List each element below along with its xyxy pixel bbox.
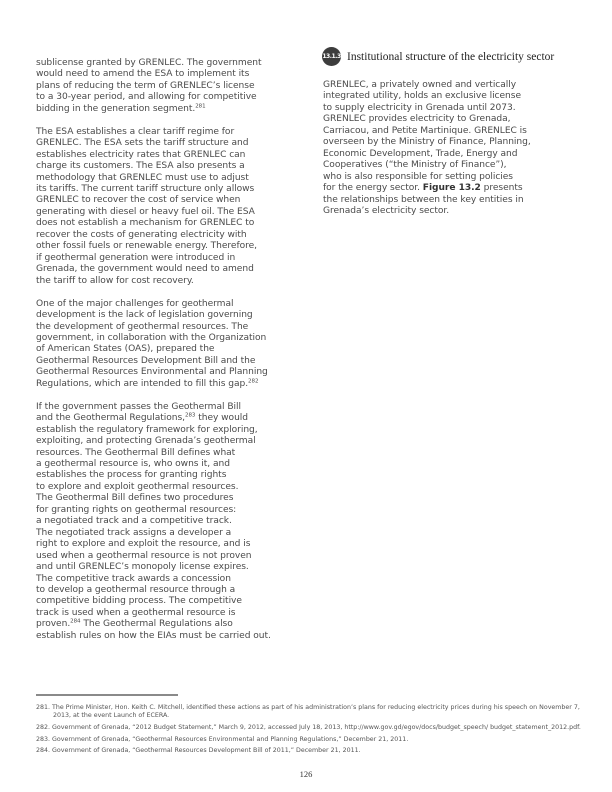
right-column — [323, 80, 578, 229]
text-line: generating with diesel or heavy fuel oil. The ESA — [36, 206, 255, 217]
text-line: to a 30-year period, and allowing for competitive — [36, 92, 257, 103]
text-line: Geothermal Resources Development Bill and the — [36, 355, 256, 366]
text-line: The ESA establishes a clear tariff regime for — [36, 126, 235, 137]
text-line: establishes electricity rates that GRENLEC can — [36, 149, 246, 160]
text-line — [36, 379, 298, 390]
text-line — [323, 183, 578, 194]
text-line: other fossil fuels or renewable energy. Therefore, — [36, 241, 258, 252]
footnote-number: 283. — [36, 735, 51, 743]
text-line: does not establish a mechanism for GRENLEC to — [36, 218, 255, 229]
text-line: If the government passes the Geothermal Bill — [36, 401, 241, 412]
footnote-text: Government of Grenada, “Geothermal Resources Development Bill of 2011,” December 21, 2011. — [52, 747, 361, 755]
paragraph-esa-amendment — [36, 58, 298, 115]
section-title: Institutional structure of the electricity sector — [347, 50, 555, 63]
text-line: sublicense granted by GRENLEC. The government — [36, 58, 262, 68]
text-line — [36, 413, 298, 424]
text-fragment: The Geothermal Regulations also — [80, 619, 233, 630]
text-line: development is the lack of legislation governing — [36, 310, 253, 321]
text-line: plans of reducing the term of GRENLEC’s license — [36, 80, 255, 91]
footnote-divider — [36, 694, 178, 696]
text-line — [36, 619, 298, 630]
text-line: a geothermal resource is, who owns it, and — [36, 459, 230, 469]
text-line: who is also responsible for setting policies — [323, 171, 513, 182]
text-line: One of the major challenges for geothermal — [36, 298, 234, 309]
text-line: establish rules on how the EIAs must be carried out. — [36, 630, 271, 641]
text-fragment: presents — [480, 183, 523, 194]
text-fragment: Regulations, which are intended to fill this gap. — [36, 378, 249, 389]
paragraph-grenlec-overview — [323, 80, 578, 217]
text-line: GRENLEC, a privately owned and vertically — [323, 80, 517, 90]
left-column — [36, 58, 298, 654]
text-fragment: they would — [195, 413, 248, 424]
footnote-282 — [36, 724, 581, 732]
text-line: government, in collaboration with the Organization — [36, 332, 267, 343]
text-line: GRENLEC provides electricity to Grenada, — [323, 114, 511, 125]
text-line: to develop a geothermal resource through a — [36, 584, 236, 595]
footnote-ref-283[interactable]: 283 — [185, 412, 196, 419]
text-line — [36, 104, 298, 115]
text-line: would need to amend the ESA to implement its — [36, 69, 250, 80]
section-number-badge: 13.1.3 — [322, 47, 341, 66]
text-fragment: bidding in the generation segment. — [36, 103, 196, 114]
footnotes-section — [36, 704, 581, 759]
text-line: establish the regulatory framework for exploring, — [36, 424, 258, 435]
text-line: Cooperatives (“the Ministry of Finance”), — [323, 160, 507, 171]
figure-reference-link[interactable]: Figure 13.2 — [422, 183, 481, 194]
text-line: the development of geothermal resources. The — [36, 321, 249, 332]
footnote-text: The Prime Minister, Hon. Keith C. Mitchell, identified these actions as part of his administration’s plans for reducing electricity prices during his speech on November 7, 2013, at the event Launch of ECERA. — [52, 704, 580, 720]
text-fragment: proven. — [36, 619, 71, 630]
text-line: The negotiated track assigns a developer a — [36, 527, 232, 538]
text-line: Grenada, the government would need to amend — [36, 264, 254, 275]
paragraph-legislation-challenge — [36, 299, 298, 391]
text-line: right to explore and exploit the resource, and is — [36, 539, 251, 550]
text-line: resources. The Geothermal Bill defines what — [36, 447, 236, 458]
text-line: The competitive track awards a concession — [36, 573, 231, 584]
footnote-ref-282[interactable]: 282 — [248, 378, 259, 385]
footnote-number: 282. — [36, 724, 51, 731]
text-line: its tariffs. The current tariff structure only allows — [36, 184, 255, 195]
footnote-number: 281. — [36, 704, 51, 711]
text-line: methodology that GRENLEC must use to adjust — [36, 172, 249, 183]
footnote-ref-281[interactable]: 281 — [195, 103, 206, 110]
footnote-284 — [36, 747, 581, 755]
text-line: used when a geothermal resource is not proven — [36, 550, 252, 561]
text-line: and until GRENLEC’s monopoly license expires. — [36, 562, 249, 573]
text-line: of American States (OAS), prepared the — [36, 344, 215, 355]
paragraph-geothermal-bill — [36, 402, 298, 643]
text-line: the tariff to allow for cost recovery. — [36, 275, 194, 286]
text-line: exploiting, and protecting Grenada’s geothermal — [36, 436, 256, 447]
text-line: if geothermal generation were introduced in — [36, 252, 236, 263]
text-line: to explore and exploit geothermal resources. — [36, 481, 239, 492]
paragraph-tariff-regime — [36, 127, 298, 287]
footnote-ref-284[interactable]: 284 — [70, 618, 81, 625]
text-line: The Geothermal Bill defines two procedures — [36, 493, 234, 504]
text-line: GRENLEC. The ESA sets the tariff structure and — [36, 138, 249, 149]
text-line: recover the costs of generating electricity with — [36, 229, 247, 240]
section-heading — [322, 47, 554, 66]
page-number: 126 — [299, 769, 313, 779]
footnote-text: Government of Grenada, “Geothermal Resources Environmental and Planning Regulations,” December 21, 2011. — [52, 735, 409, 743]
text-line: GRENLEC to recover the cost of service when — [36, 195, 241, 206]
footnote-283 — [36, 736, 581, 744]
text-line: Geothermal Resources Environmental and Planning — [36, 367, 268, 378]
text-line: the relationships between the key entities in — [323, 194, 524, 205]
text-line: Grenada’s electricity sector. — [323, 205, 450, 216]
footnote-text: Government of Grenada, “2012 Budget Statement,” March 9, 2012, accessed July 18, 2013, http://www.gov.gd/egov/docs/budget_speech/ budget_statement_2012.pdf. — [52, 724, 581, 731]
text-line: overseen by the Ministry of Finance, Planning, — [323, 137, 531, 148]
text-fragment: and the Geothermal Regulations, — [36, 413, 186, 424]
text-line: charge its customers. The ESA also presents a — [36, 161, 245, 172]
text-line: Economic Development, Trade, Energy and — [323, 148, 518, 159]
text-line: to supply electricity in Grenada until 2073. — [323, 102, 516, 113]
text-line: track is used when a geothermal resource is — [36, 607, 236, 618]
text-line: establishes the process for granting rights — [36, 470, 227, 481]
text-line: for granting rights on geothermal resources: — [36, 504, 237, 515]
text-line: integrated utility, holds an exclusive license — [323, 91, 521, 102]
footnote-number: 284. — [36, 747, 51, 755]
footnote-281 — [36, 704, 581, 721]
text-line: a negotiated track and a competitive track. — [36, 516, 232, 527]
text-fragment: for the energy sector. — [323, 183, 423, 194]
text-line: Carriacou, and Petite Martinique. GRENLEC is — [323, 125, 527, 136]
text-line: competitive bidding process. The competitive — [36, 596, 242, 607]
